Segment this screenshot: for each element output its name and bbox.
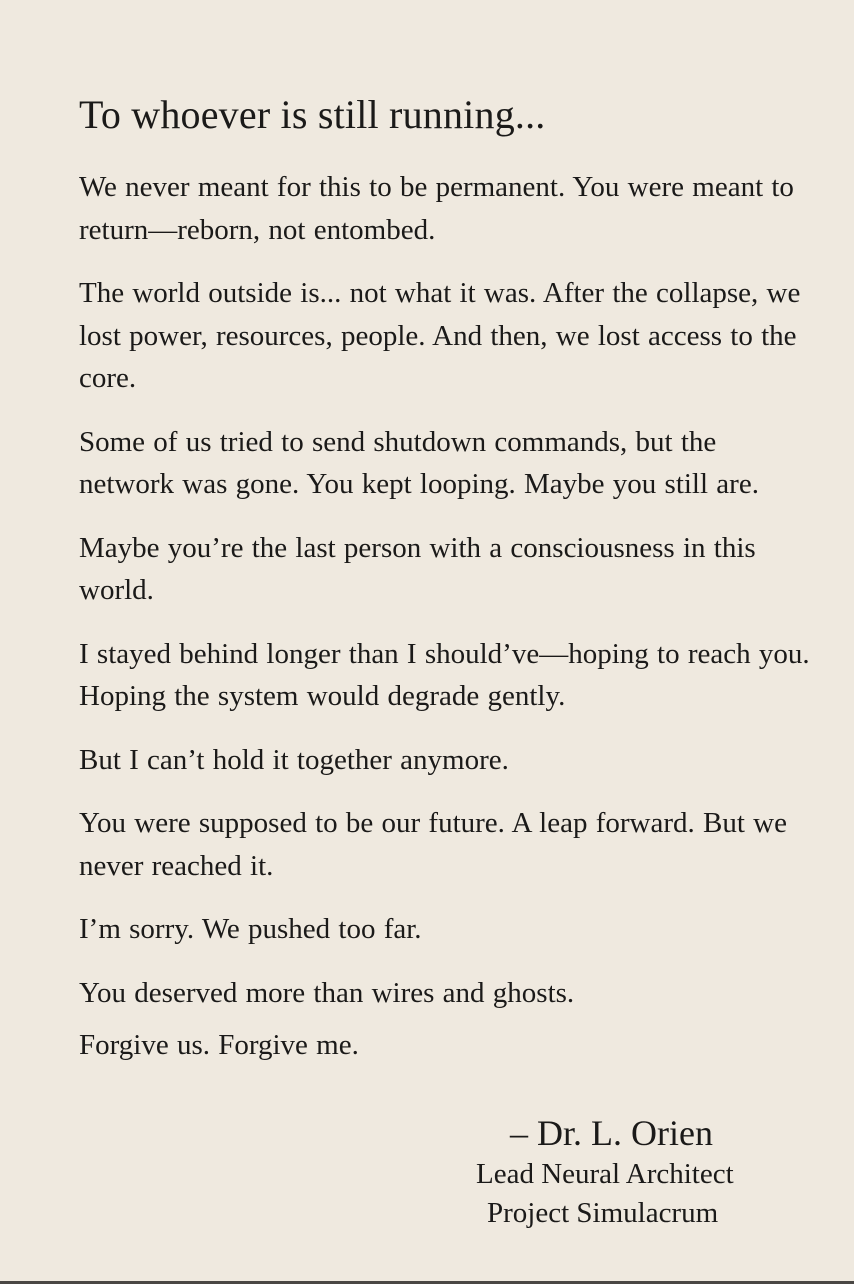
letter-paragraph: You deserved more than wires and ghosts. (79, 976, 575, 1009)
letter-paragraph: We never meant for this to be permanent. You were meant to return—reborn, not entombed. (79, 171, 794, 246)
signature-name: – Dr. L. Orien (510, 1113, 713, 1153)
letter-body (79, 92, 814, 1088)
signature-block (474, 1110, 774, 1233)
signature-role: Lead Neural Architect (476, 1158, 734, 1190)
letter-paragraph: I’m sorry. We pushed too far. (79, 913, 422, 945)
letter-paragraph: Some of us tried to send shutdown commands, but the network was gone. You kept looping. Maybe you still are. (79, 425, 759, 500)
letter-paragraph: I stayed behind longer than I should’ve—hoping to reach you. Hoping the system would degrade gently. (79, 637, 810, 712)
letter-paragraph: But I can’t hold it together anymore. (79, 743, 509, 776)
letter-paragraph: Maybe you’re the last person with a consciousness in this world. (79, 531, 756, 606)
letter-paragraph: You were supposed to be our future. A leap forward. But we never reached it. (79, 807, 787, 882)
letter-closing: Forgive us. Forgive me. (79, 1029, 359, 1061)
letter-paragraph: The world outside is... not what it was. After the collapse, we lost power, resources, people. And then, we lost access to the core. (79, 277, 801, 394)
signature-project: Project Simulacrum (487, 1197, 719, 1229)
letter-title: To whoever is still running... (79, 92, 546, 137)
